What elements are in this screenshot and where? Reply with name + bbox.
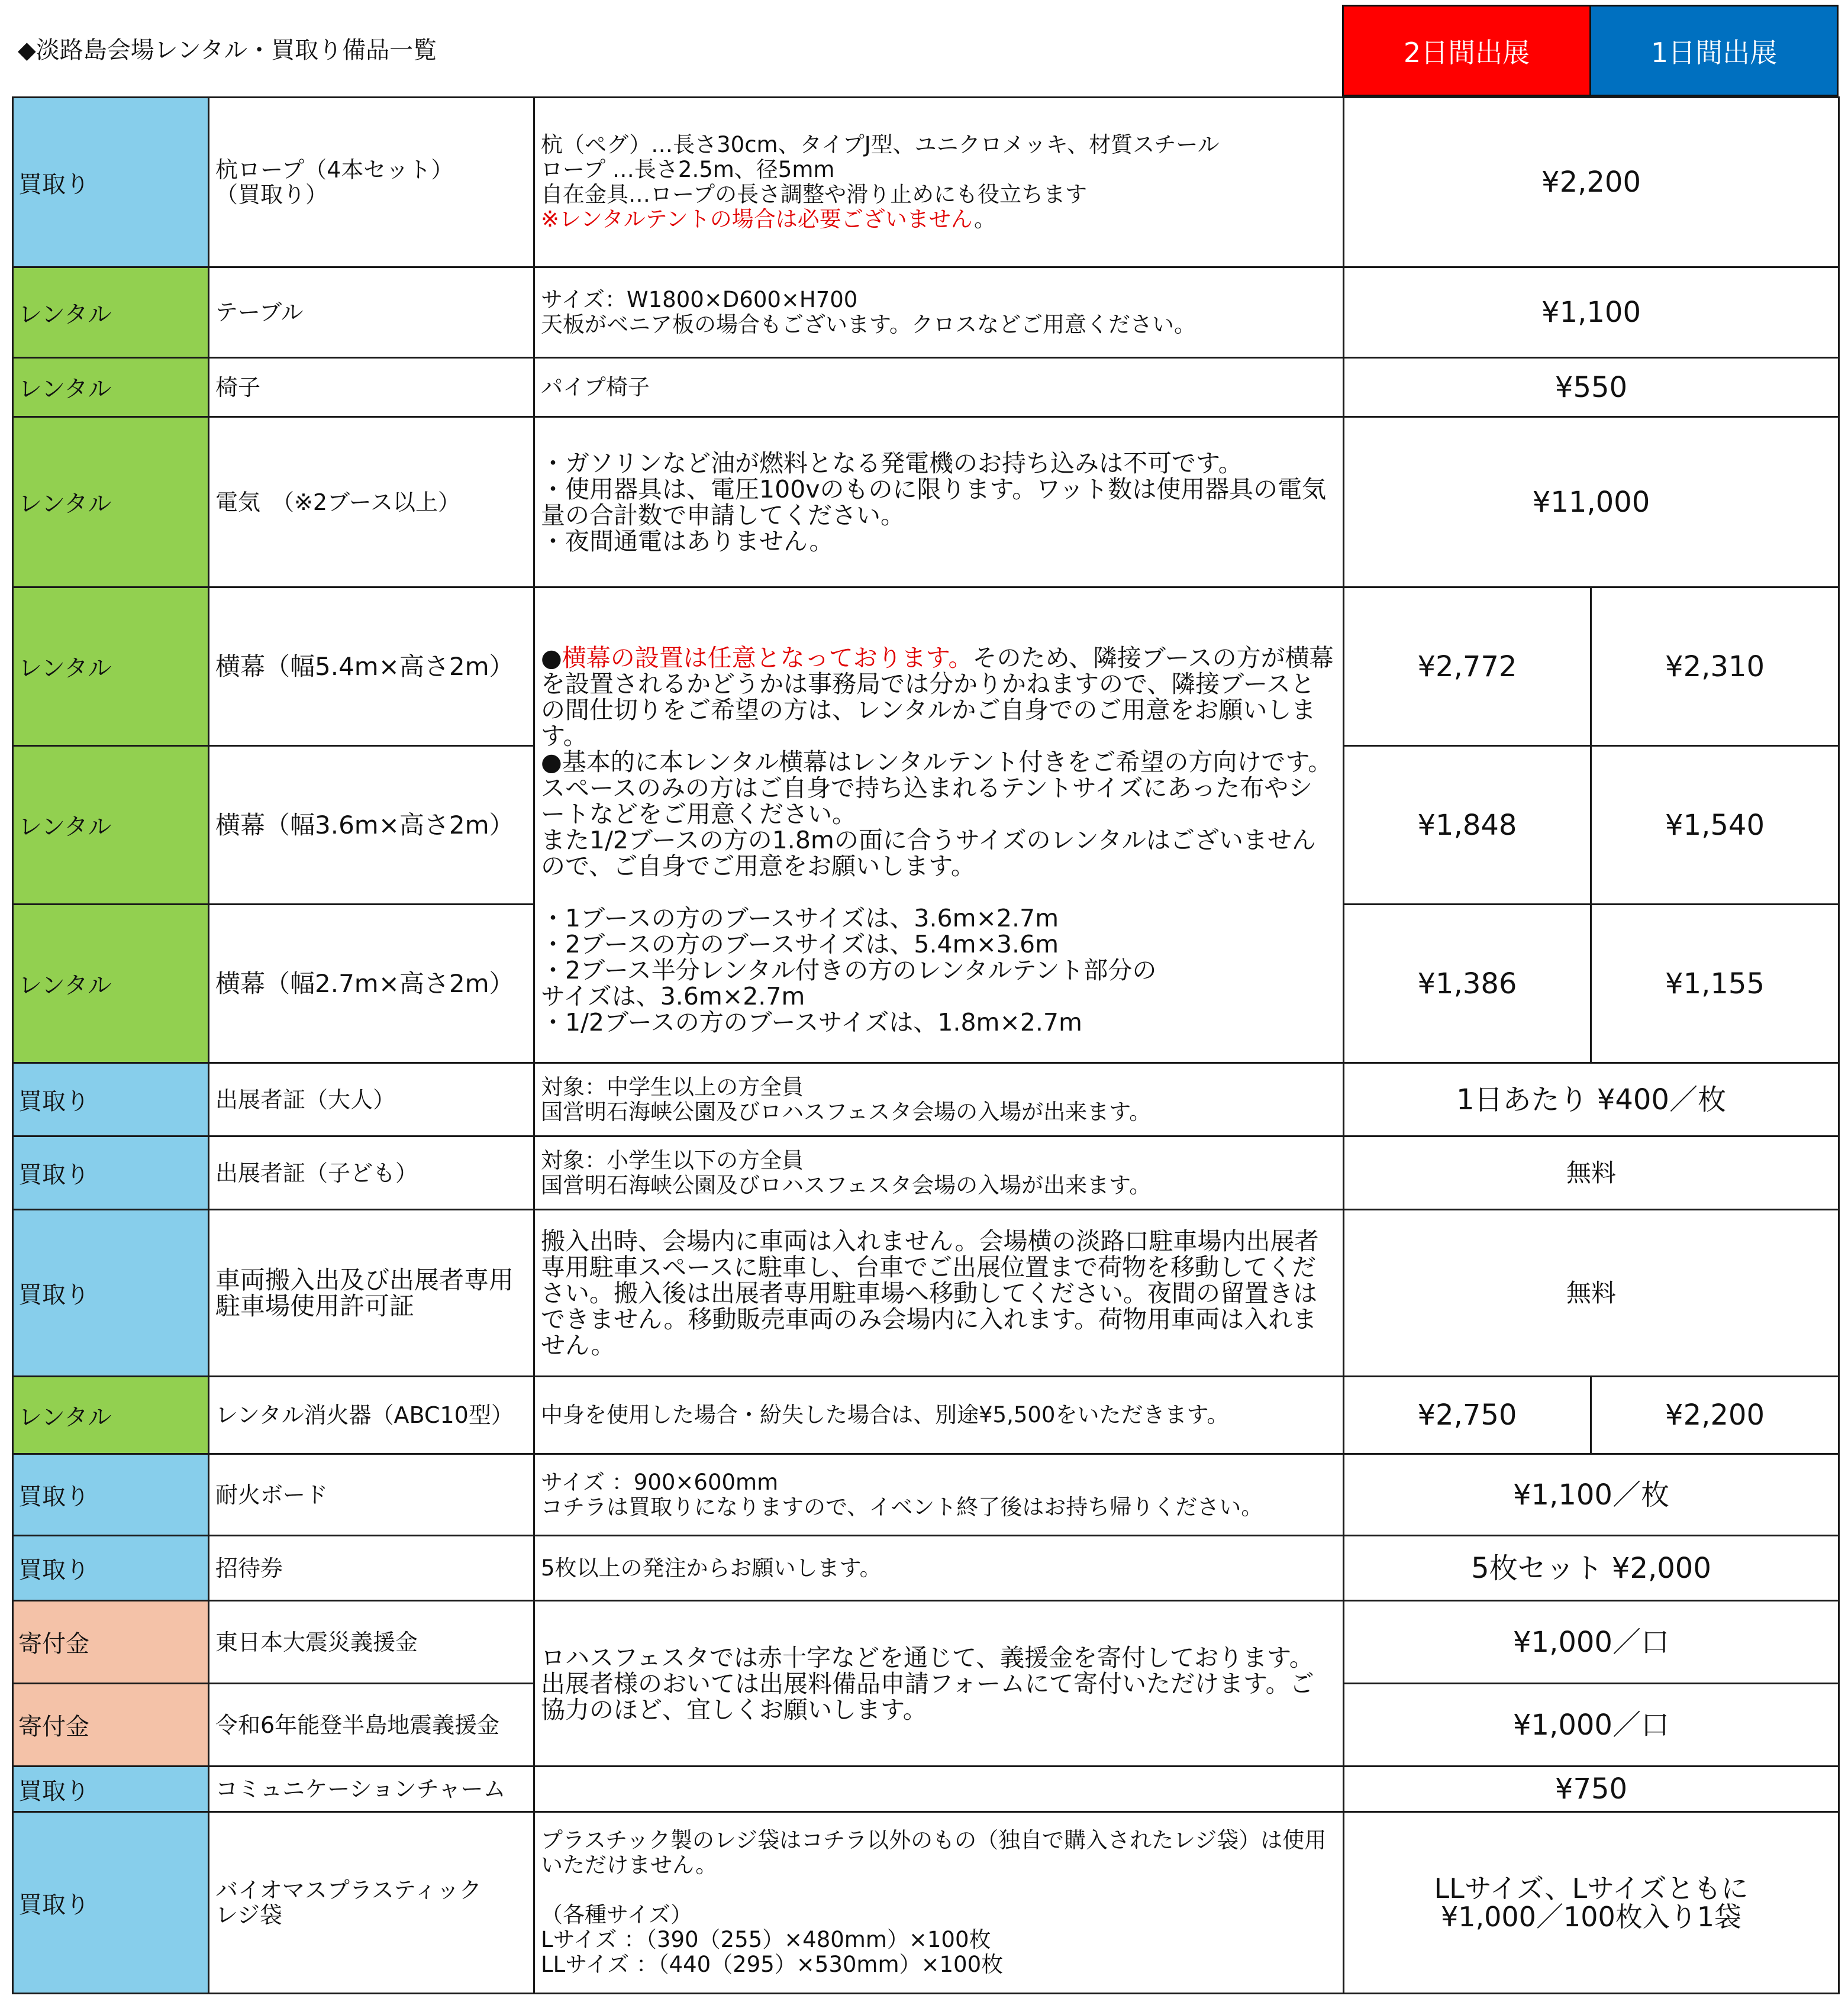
category-cell: レンタル xyxy=(13,417,209,587)
table-row xyxy=(13,1210,1839,1377)
item-description: パイプ椅子 xyxy=(534,358,1344,417)
item-name: 横幕（幅2.7m×高さ2m） xyxy=(209,905,534,1063)
category-cell: 買取り xyxy=(13,1063,209,1136)
table-row xyxy=(13,587,1839,746)
item-description: 対象：小学生以下の方全員 国営明石海峡公園及びロハスフェスタ会場の入場が出来ます。 xyxy=(534,1136,1344,1210)
category-cell: 買取り xyxy=(13,1536,209,1601)
table-row xyxy=(13,267,1839,358)
item-name: 耐火ボード xyxy=(209,1454,534,1536)
item-description: 5枚以上の発注からお願いします。 xyxy=(534,1536,1344,1601)
category-cell: レンタル xyxy=(13,905,209,1063)
item-name: 横幕（幅3.6m×高さ2m） xyxy=(209,746,534,905)
category-cell: 買取り xyxy=(13,1767,209,1812)
price-cell: 無料 xyxy=(1344,1210,1839,1377)
category-cell: 買取り xyxy=(13,98,209,267)
table-row xyxy=(13,1136,1839,1210)
price-cell: ¥550 xyxy=(1344,358,1839,417)
header-1day: 1日間出展 xyxy=(1589,5,1839,96)
price-cell: ¥2,200 xyxy=(1344,98,1839,267)
price-cell: 1日あたり ¥400／枚 xyxy=(1344,1063,1839,1136)
table-row xyxy=(13,1812,1839,1994)
item-description: ・ガソリンなど油が燃料となる発電機のお持ち込みは不可です。 ・使用器具は、電圧100vのものに限ります。ワット数は使用器具の電気量の合計数で申請してください。 ・夜間通電はありません。 xyxy=(534,417,1344,587)
category-cell: レンタル xyxy=(13,746,209,905)
table-row xyxy=(13,1377,1839,1454)
category-cell: レンタル xyxy=(13,358,209,417)
price-cell: ¥1,000／口 xyxy=(1344,1684,1839,1767)
price-1day: ¥2,200 xyxy=(1591,1377,1839,1454)
header-2day: 2日間出展 xyxy=(1342,5,1591,96)
item-description: サイズ ：900×600mm コチラは買取りになりますので、イベント終了後はお持ち帰りください。 xyxy=(534,1454,1344,1536)
table-row xyxy=(13,1454,1839,1536)
category-cell: レンタル xyxy=(13,1377,209,1454)
item-name: バイオマスプラスティック レジ袋 xyxy=(209,1812,534,1994)
item-name: 杭ロープ（4本セット） （買取り） xyxy=(209,98,534,267)
price-1day: ¥1,540 xyxy=(1591,746,1839,905)
price-cell: ¥1,000／口 xyxy=(1344,1601,1839,1684)
donation-description: ロハスフェスタでは赤十字などを通じて、義援金を寄付しております。出展者様のおいては出展料備品申請フォームにて寄付いただけます。ご協力のほど、宜しくお願いします。 xyxy=(534,1601,1344,1767)
price-cell: 無料 xyxy=(1344,1136,1839,1210)
item-description: 杭（ペグ）…長さ30cm、タイプJ型、ユニクロメッキ、材質スチール ロープ …長さ2.5m、径5mm 自在金具…ロープの長さ調整や滑り止めにも役立ちます ※レンタルテントの場合は必要ございません。 xyxy=(534,98,1344,267)
banner-note-red: 横幕の設置は任意となっております。 xyxy=(562,643,973,672)
price-cell: ¥1,100／枚 xyxy=(1344,1454,1839,1536)
category-cell: 買取り xyxy=(13,1210,209,1377)
item-name: 車両搬入出及び出展者専用駐車場使用許可証 xyxy=(209,1210,534,1377)
price-2day: ¥2,772 xyxy=(1344,587,1591,746)
item-name: 令和6年能登半島地震義援金 xyxy=(209,1684,534,1767)
item-name: 横幕（幅5.4m×高さ2m） xyxy=(209,587,534,746)
item-name: 電気 （※2ブース以上） xyxy=(209,417,534,587)
price-2day: ¥1,386 xyxy=(1344,905,1591,1063)
price-1day: ¥1,155 xyxy=(1591,905,1839,1063)
item-name: 招待券 xyxy=(209,1536,534,1601)
item-description: 対象：中学生以上の方全員 国営明石海峡公園及びロハスフェスタ会場の入場が出来ます。 xyxy=(534,1063,1344,1136)
item-name: コミュニケーションチャーム xyxy=(209,1767,534,1812)
item-description: サイズ：W1800×D600×H700 天板がベニア板の場合もございます。クロスなどご用意ください。 xyxy=(534,267,1344,358)
page-title: ◆淡路島会場レンタル・買取り備品一覧 xyxy=(18,37,437,64)
category-cell: 寄付金 xyxy=(13,1601,209,1684)
price-cell: 5枚セット ¥2,000 xyxy=(1344,1536,1839,1601)
table-row xyxy=(13,1601,1839,1684)
category-cell: 寄付金 xyxy=(13,1684,209,1767)
item-description: 中身を使用した場合・紛失した場合は、別途¥5,500をいただきます。 xyxy=(534,1377,1344,1454)
item-description: プラスチック製のレジ袋はコチラ以外のもの（独自で購入されたレジ袋）は使用いただけません。 （各種サイズ） Lサイズ ：（390（255）×480mm）×100枚 LLサイズ ：（440（295）×530mm）×100枚 xyxy=(534,1812,1344,1994)
price-cell: ¥1,100 xyxy=(1344,267,1839,358)
table-row xyxy=(13,417,1839,587)
item-name: テーブル xyxy=(209,267,534,358)
item-name: 椅子 xyxy=(209,358,534,417)
category-cell: レンタル xyxy=(13,267,209,358)
item-name: 出展者証（子ども） xyxy=(209,1136,534,1210)
equipment-table xyxy=(12,96,1840,1994)
item-description: 搬入出時、会場内に車両は入れません。会場横の淡路口駐車場内出展者専用駐車スペースに駐車し、台車でご出展位置まで荷物を移動してください。搬入後は出展者専用駐車場へ移動してください。夜間の留置きはできません。移動販売車両のみ会場内に入れます。荷物用車両は入れません。 xyxy=(534,1210,1344,1377)
price-cell: ¥11,000 xyxy=(1344,417,1839,587)
item-name: 出展者証（大人） xyxy=(209,1063,534,1136)
item-name: 東日本大震災義援金 xyxy=(209,1601,534,1684)
category-cell: 買取り xyxy=(13,1454,209,1536)
table-row xyxy=(13,98,1839,267)
table-row xyxy=(13,1536,1839,1601)
category-cell: 買取り xyxy=(13,1136,209,1210)
price-cell: LLサイズ、Lサイズともに ¥1,000／100枚入り1袋 xyxy=(1344,1812,1839,1994)
price-cell: ¥750 xyxy=(1344,1767,1839,1812)
table-row xyxy=(13,358,1839,417)
banner-description: ●横幕の設置は任意となっております。そのため、隣接ブースの方が横幕を設置されるかどうかは事務局では分かりかねますので、隣接ブースとの間仕切りをご希望の方は、レンタルかご自身でのご用意をお願いします。 ●基本的に本レンタル横幕はレンタルテント付きをご希望の方向けです。スペースのみの方はご自身で持ち込まれるテントサイズにあった布やシートなどをご用意ください。 また1/2ブースの方の1.8mの面に合うサイズのレンタルはございませんので、ご自身でご用意をお願いします。 ・1ブースの方のブースサイズは、3.6m×2.7m ・2ブースの方のブースサイズは、5.4m×3.6m ・2ブース半分レンタル付きの方のレンタルテント部分の サイズは、3.6m×2.7m ・1/2ブースの方のブースサイズは、1.8m×2.7m xyxy=(534,587,1344,1063)
note-red: ※レンタルテントの場合は必要ございません xyxy=(541,206,974,232)
category-cell: レンタル xyxy=(13,587,209,746)
price-2day: ¥1,848 xyxy=(1344,746,1591,905)
table-row xyxy=(13,1767,1839,1812)
category-cell: 買取り xyxy=(13,1812,209,1994)
item-name: レンタル消火器（ABC10型） xyxy=(209,1377,534,1454)
price-1day: ¥2,310 xyxy=(1591,587,1839,746)
item-description xyxy=(534,1767,1344,1812)
price-2day: ¥2,750 xyxy=(1344,1377,1591,1454)
table-row xyxy=(13,1063,1839,1136)
